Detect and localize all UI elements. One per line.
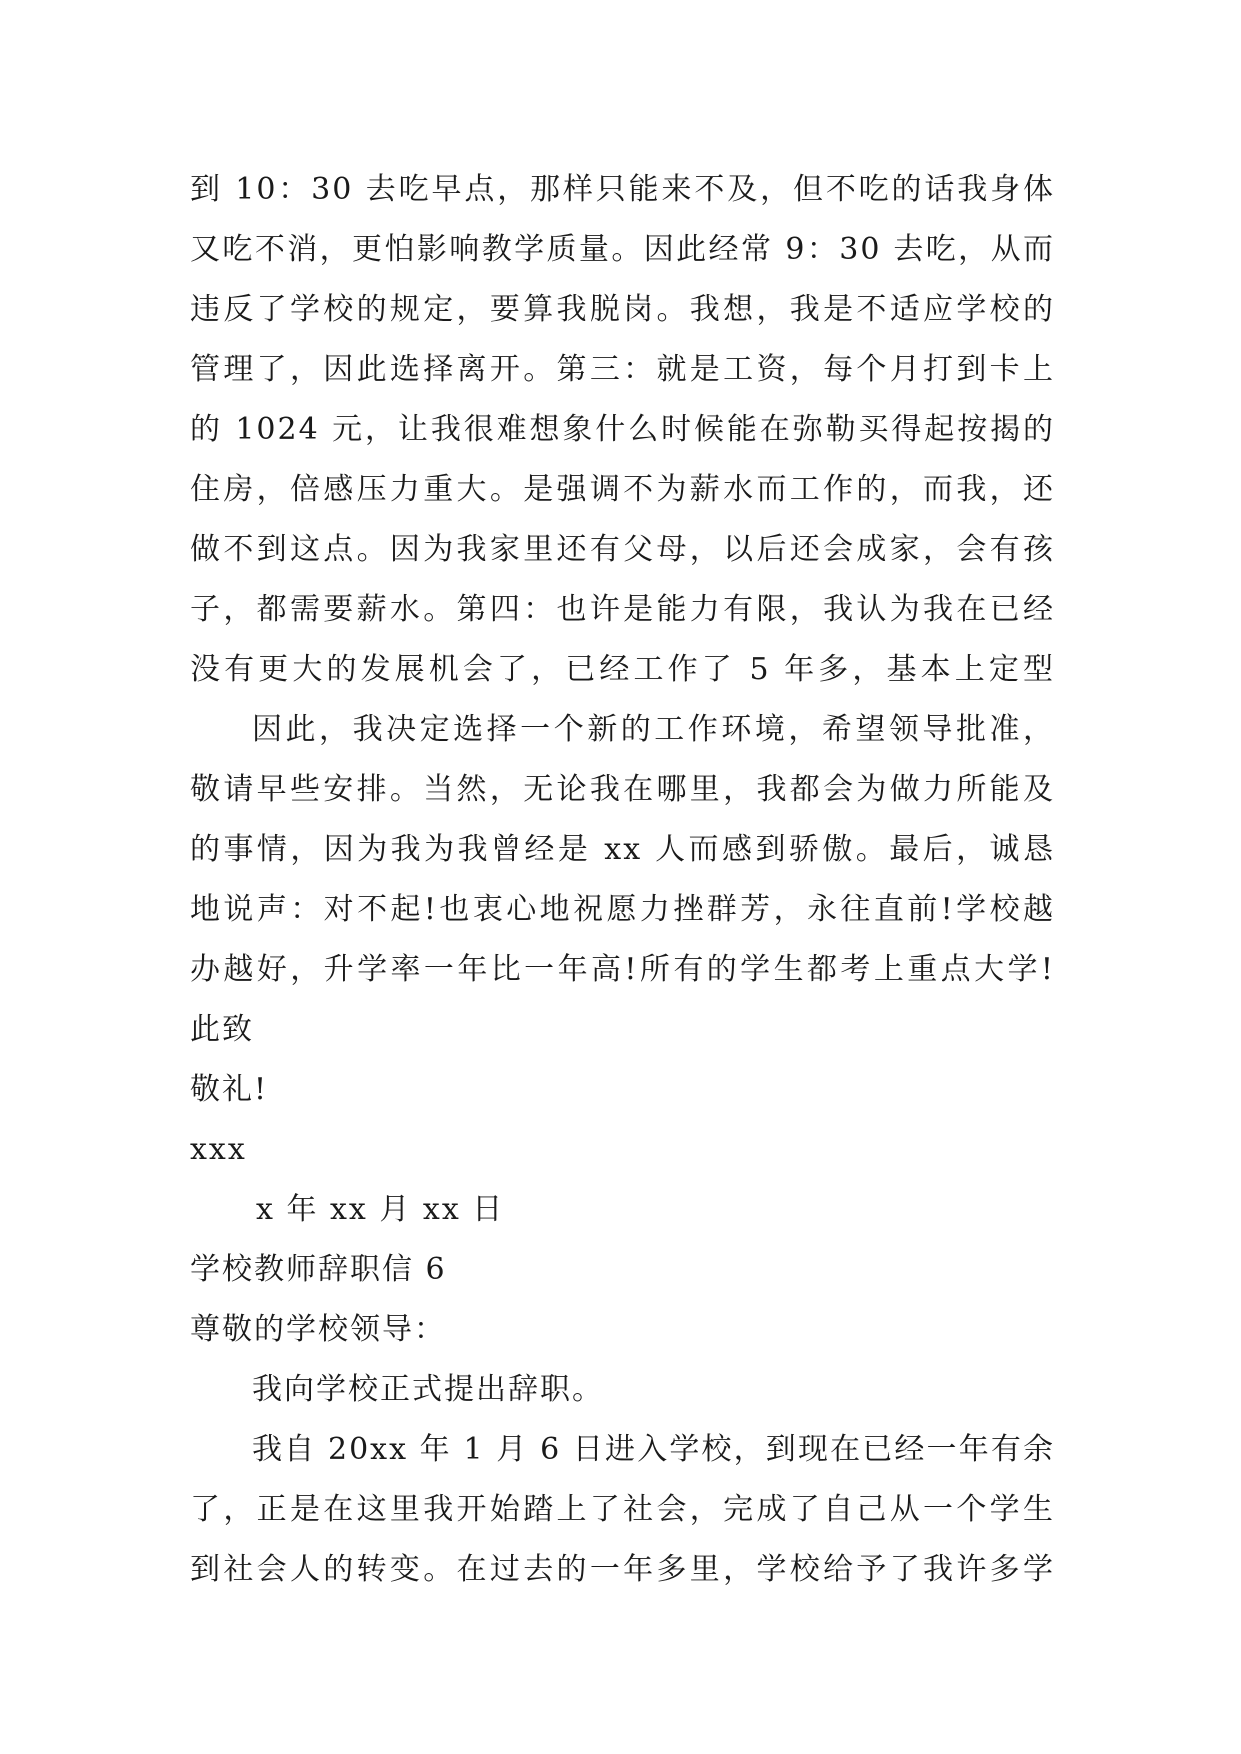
document-body: [190, 160, 1055, 1600]
text-line: 敬请早些安排。当然，无论我在哪里，我都会为做力所能及: [190, 772, 1055, 807]
text-line: 没有更大的发展机会了，已经工作了 5 年多，基本上定型: [190, 652, 1055, 687]
text-line: 违反了学校的规定，要算我脱岗。我想，我是不适应学校的: [190, 292, 1055, 327]
text-line: 地说声：对不起!也衷心地祝愿力挫群芳，永往直前!学校越: [190, 892, 1055, 927]
text-line: 的 1024 元，让我很难想象什么时候能在弥勒买得起按揭的: [190, 412, 1055, 447]
text-line: 到 10：30 去吃早点，那样只能来不及，但不吃的话我身体: [190, 172, 1055, 207]
signature-name: xxx: [190, 1132, 247, 1167]
paragraph-first-line: 我向学校正式提出辞职。: [252, 1372, 604, 1407]
text-line: 住房，倍感压力重大。是强调不为薪水而工作的，而我，还: [190, 472, 1055, 507]
signature-date: x 年 xx 月 xx 日: [256, 1192, 505, 1227]
text-line: 又吃不消，更怕影响教学质量。因此经常 9：30 去吃，从而: [190, 232, 1055, 267]
text-line: 办越好，升学率一年比一年高!所有的学生都考上重点大学!: [190, 952, 1055, 987]
section-title: 学校教师辞职信 6: [190, 1252, 447, 1287]
text-line: 了，正是在这里我开始踏上了社会，完成了自己从一个学生: [190, 1492, 1055, 1527]
letter-greeting: 尊敬的学校领导：: [190, 1312, 446, 1347]
text-line: 管理了，因此选择离开。第三：就是工资，每个月打到卡上: [190, 352, 1055, 387]
text-line: 到社会人的转变。在过去的一年多里，学校给予了我许多学: [190, 1552, 1055, 1587]
paragraph-first-line: 因此，我决定选择一个新的工作环境，希望领导批准，: [252, 712, 1055, 747]
text-line: 做不到这点。因为我家里还有父母，以后还会成家，会有孩: [190, 532, 1055, 567]
text-line: 子，都需要薪水。第四：也许是能力有限，我认为我在已经: [190, 592, 1055, 627]
text-line: 的事情，因为我为我曾经是 xx 人而感到骄傲。最后，诚恳: [190, 832, 1055, 867]
closing-salutation: 此致: [190, 1012, 254, 1047]
paragraph-first-line: 我自 20xx 年 1 月 6 日进入学校，到现在已经一年有余: [252, 1432, 1055, 1467]
closing-regards: 敬礼!: [190, 1072, 269, 1107]
